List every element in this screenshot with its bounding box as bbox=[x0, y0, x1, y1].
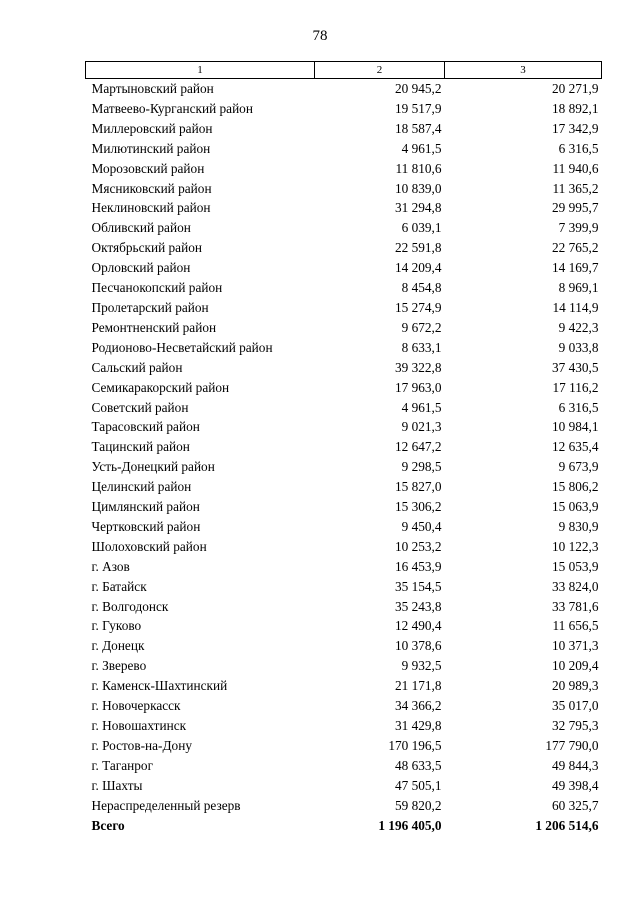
region-name-cell: Мясниковский район bbox=[91, 180, 212, 196]
table-row bbox=[86, 656, 602, 676]
value-col2-cell: 34 366,2 bbox=[394, 698, 442, 714]
value-col3-cell: 10 209,4 bbox=[551, 658, 599, 674]
table-row bbox=[86, 776, 602, 796]
total-row bbox=[86, 816, 602, 836]
value-col2-cell: 15 827,0 bbox=[394, 479, 442, 495]
table-row bbox=[86, 258, 602, 278]
region-name-cell: г. Зверево bbox=[91, 658, 147, 674]
value-col3-cell: 12 635,4 bbox=[551, 439, 599, 455]
value-col2-cell: 9 672,2 bbox=[401, 319, 442, 335]
table-row bbox=[86, 437, 602, 457]
value-col3-cell: 49 398,4 bbox=[551, 777, 599, 793]
table-row bbox=[86, 358, 602, 378]
value-col3-cell: 20 989,3 bbox=[551, 678, 599, 694]
region-name-cell: Тарасовский район bbox=[91, 419, 200, 435]
region-name-cell: Шолоховский район bbox=[91, 538, 207, 554]
value-col3-cell: 9 673,9 bbox=[558, 459, 599, 475]
region-name-cell: Орловский район bbox=[91, 260, 191, 276]
value-col3-cell: 10 371,3 bbox=[551, 638, 599, 654]
table-body bbox=[86, 79, 602, 836]
value-col2-cell: 16 453,9 bbox=[394, 558, 442, 574]
region-name-cell: Советский район bbox=[91, 399, 189, 415]
value-col3-cell: 9 830,9 bbox=[558, 518, 599, 534]
table-row bbox=[86, 736, 602, 756]
value-col2-cell: 31 429,8 bbox=[394, 718, 442, 733]
region-name-cell: Неклиновский район bbox=[91, 200, 211, 216]
value-col2-cell: 47 505,1 bbox=[394, 777, 442, 793]
value-col2-cell: 20 945,2 bbox=[394, 81, 442, 96]
table-row bbox=[86, 238, 602, 258]
value-col2-cell: 15 306,2 bbox=[394, 499, 442, 515]
region-name-cell: Сальский район bbox=[91, 359, 183, 375]
table-row bbox=[86, 616, 602, 636]
value-col3-cell: 177 790,0 bbox=[545, 737, 599, 753]
value-col3-cell: 17 116,2 bbox=[552, 379, 599, 395]
region-name-cell: Родионово-Несветайский район bbox=[91, 339, 273, 355]
table-row bbox=[86, 159, 602, 179]
value-col3-cell: 1 206 514,6 bbox=[535, 817, 599, 833]
region-name-cell: Обливский район bbox=[91, 220, 191, 236]
value-col3-cell: 15 063,9 bbox=[551, 499, 599, 515]
value-col3-cell: 7 399,9 bbox=[558, 220, 599, 236]
value-col3-cell: 37 430,5 bbox=[551, 359, 599, 375]
value-col2-cell: 48 633,5 bbox=[394, 757, 442, 773]
value-col2-cell: 9 021,3 bbox=[401, 419, 442, 435]
table-row bbox=[86, 99, 602, 119]
value-col3-cell: 33 781,6 bbox=[551, 598, 599, 614]
region-name-cell: г. Новошахтинск bbox=[91, 718, 187, 733]
value-col3-cell: 49 844,3 bbox=[551, 757, 599, 773]
value-col2-cell: 1 196 405,0 bbox=[378, 817, 442, 833]
column-header-2: 2 bbox=[315, 62, 445, 79]
region-name-cell: г. Донецк bbox=[91, 638, 145, 654]
value-col3-cell: 14 169,7 bbox=[551, 260, 599, 276]
value-col3-cell: 17 342,9 bbox=[551, 120, 599, 136]
table-row bbox=[86, 676, 602, 696]
value-col3-cell: 10 122,3 bbox=[551, 538, 599, 554]
table-row bbox=[86, 417, 602, 437]
region-name-cell: г. Каменск-Шахтинский bbox=[91, 678, 228, 694]
table-header bbox=[86, 62, 602, 79]
region-name-cell: Ремонтненский район bbox=[91, 319, 217, 335]
region-name-cell: Октябрьский район bbox=[91, 240, 202, 256]
table-row bbox=[86, 597, 602, 617]
value-col2-cell: 12 647,2 bbox=[394, 439, 442, 455]
region-name-cell: г. Гуково bbox=[91, 618, 142, 634]
value-col2-cell: 4 961,5 bbox=[401, 140, 442, 156]
value-col2-cell: 15 274,9 bbox=[394, 299, 442, 315]
value-col2-cell: 59 820,2 bbox=[394, 797, 442, 813]
value-col3-cell: 9 422,3 bbox=[558, 319, 599, 335]
value-col2-cell: 39 322,8 bbox=[394, 359, 442, 375]
value-col2-cell: 19 517,9 bbox=[394, 100, 442, 116]
table-row bbox=[86, 198, 602, 218]
value-col3-cell: 14 114,9 bbox=[552, 299, 599, 315]
region-name-cell: Всего bbox=[91, 817, 125, 833]
column-header-3: 3 bbox=[445, 62, 602, 79]
table-row bbox=[86, 318, 602, 338]
value-col2-cell: 170 196,5 bbox=[388, 737, 442, 753]
value-col3-cell: 60 325,7 bbox=[551, 797, 599, 813]
table-row bbox=[86, 218, 602, 238]
region-name-cell: г. Новочеркасск bbox=[91, 698, 181, 714]
value-col3-cell: 22 765,2 bbox=[551, 240, 599, 256]
table-row bbox=[86, 338, 602, 358]
value-col2-cell: 12 490,4 bbox=[394, 618, 442, 634]
table-row bbox=[86, 517, 602, 537]
value-col3-cell: 15 053,9 bbox=[551, 558, 599, 574]
table-row bbox=[86, 119, 602, 139]
region-name-cell: г. Ростов-на-Дону bbox=[91, 737, 192, 753]
region-name-cell: Целинский район bbox=[91, 479, 192, 495]
value-col2-cell: 22 591,8 bbox=[394, 240, 442, 256]
value-col2-cell: 9 298,5 bbox=[401, 459, 442, 475]
page-number: 78 bbox=[312, 28, 328, 44]
value-col2-cell: 14 209,4 bbox=[394, 260, 442, 276]
region-name-cell: Милютинский район bbox=[91, 140, 211, 156]
table-row bbox=[86, 716, 602, 736]
table-row bbox=[86, 497, 602, 517]
value-col3-cell: 15 806,2 bbox=[551, 479, 599, 495]
region-name-cell: Миллеровский район bbox=[91, 120, 213, 136]
value-col2-cell: 35 154,5 bbox=[394, 578, 442, 594]
value-col3-cell: 20 271,9 bbox=[551, 81, 599, 96]
region-name-cell: г. Шахты bbox=[91, 777, 143, 793]
table-row bbox=[86, 457, 602, 477]
table-row bbox=[86, 577, 602, 597]
value-col3-cell: 11 365,2 bbox=[552, 180, 599, 196]
region-name-cell: г. Таганрог bbox=[91, 757, 154, 773]
value-col3-cell: 9 033,8 bbox=[558, 339, 599, 355]
region-name-cell: Цимлянский район bbox=[91, 499, 200, 515]
region-name-cell: Усть-Донецкий район bbox=[91, 459, 215, 475]
value-col2-cell: 10 253,2 bbox=[394, 538, 442, 554]
value-col2-cell: 31 294,8 bbox=[394, 200, 442, 216]
value-col3-cell: 18 892,1 bbox=[551, 100, 599, 116]
region-name-cell: Нераспределенный резерв bbox=[91, 797, 241, 813]
table-row bbox=[86, 298, 602, 318]
value-col2-cell: 18 587,4 bbox=[394, 120, 442, 136]
value-col3-cell: 32 795,3 bbox=[551, 718, 599, 733]
table-row bbox=[86, 796, 602, 816]
table-row bbox=[86, 537, 602, 557]
region-name-cell: Пролетарский район bbox=[91, 299, 209, 315]
value-col3-cell: 8 969,1 bbox=[558, 280, 599, 296]
value-col2-cell: 11 810,6 bbox=[395, 160, 442, 176]
value-col2-cell: 21 171,8 bbox=[394, 678, 442, 694]
value-col2-cell: 6 039,1 bbox=[401, 220, 442, 236]
value-col3-cell: 6 316,5 bbox=[558, 140, 599, 156]
region-name-cell: Тацинский район bbox=[91, 439, 190, 455]
region-name-cell: Песчанокопский район bbox=[91, 280, 223, 296]
region-name-cell: Матвеево-Курганский район bbox=[91, 100, 253, 116]
table-row bbox=[86, 278, 602, 298]
region-name-cell: Чертковский район bbox=[91, 518, 201, 534]
table-row bbox=[86, 378, 602, 398]
column-header-1: 1 bbox=[86, 62, 315, 79]
region-name-cell: Морозовский район bbox=[91, 160, 205, 176]
value-col2-cell: 9 932,5 bbox=[401, 658, 442, 674]
value-col2-cell: 10 839,0 bbox=[394, 180, 442, 196]
value-col3-cell: 10 984,1 bbox=[551, 419, 599, 435]
table-row bbox=[86, 477, 602, 497]
value-col2-cell: 10 378,6 bbox=[394, 638, 442, 654]
value-col2-cell: 8 454,8 bbox=[401, 280, 442, 296]
value-col2-cell: 8 633,1 bbox=[401, 339, 442, 355]
region-name-cell: г. Батайск bbox=[91, 578, 147, 594]
table-row bbox=[86, 696, 602, 716]
header-row bbox=[86, 62, 602, 79]
region-name-cell: Мартыновский район bbox=[91, 81, 214, 96]
value-col2-cell: 4 961,5 bbox=[401, 399, 442, 415]
value-col3-cell: 11 656,5 bbox=[552, 618, 599, 634]
data-table bbox=[85, 61, 602, 835]
table-row bbox=[86, 79, 602, 99]
value-col2-cell: 9 450,4 bbox=[401, 518, 442, 534]
region-name-cell: г. Волгодонск bbox=[91, 598, 169, 614]
value-col2-cell: 35 243,8 bbox=[394, 598, 442, 614]
region-name-cell: г. Азов bbox=[91, 558, 130, 574]
value-col3-cell: 6 316,5 bbox=[558, 399, 599, 415]
value-col2-cell: 17 963,0 bbox=[394, 379, 442, 395]
value-col3-cell: 29 995,7 bbox=[551, 200, 599, 216]
table-row bbox=[86, 139, 602, 159]
table-row bbox=[86, 756, 602, 776]
table-row bbox=[86, 398, 602, 418]
value-col3-cell: 11 940,6 bbox=[552, 160, 599, 176]
table-row bbox=[86, 636, 602, 656]
table-row bbox=[86, 179, 602, 199]
value-col3-cell: 35 017,0 bbox=[551, 698, 599, 714]
table-row bbox=[86, 557, 602, 577]
region-name-cell: Семикаракорский район bbox=[91, 379, 230, 395]
value-col3-cell: 33 824,0 bbox=[551, 578, 599, 594]
